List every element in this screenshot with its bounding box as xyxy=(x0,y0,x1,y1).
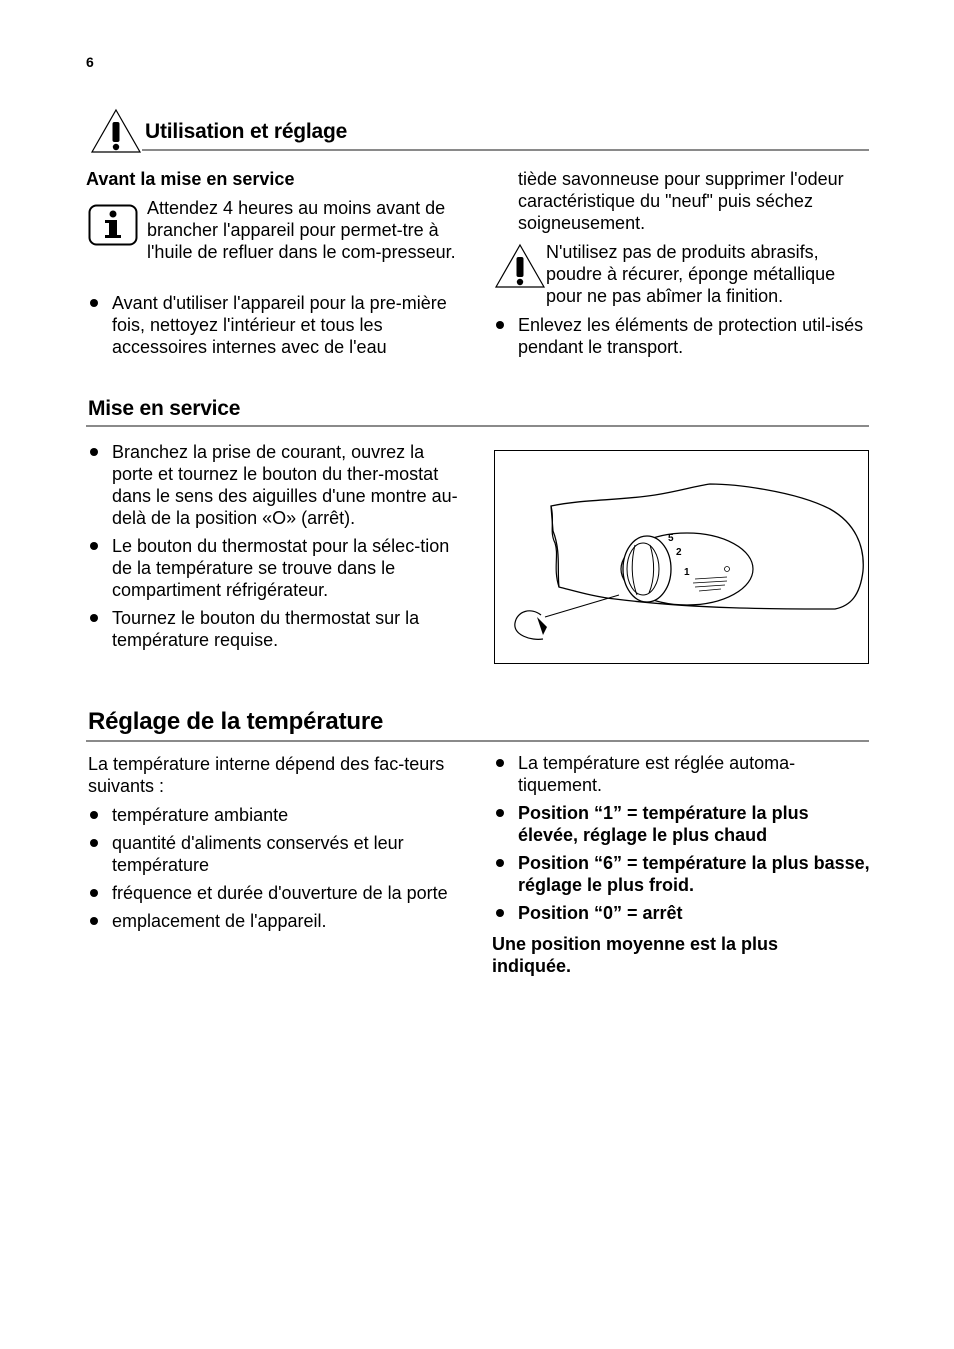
list-item: La température est réglée automa-tiquement. xyxy=(492,752,872,796)
section-rule xyxy=(142,149,869,151)
section-title-utilisation: Utilisation et réglage xyxy=(145,120,348,143)
bullet-list-factors xyxy=(86,804,466,938)
warning-note: N'utilisez pas de produits abrasifs, poudre à récurer, éponge métallique pour ne pas abîmer la finition. xyxy=(546,242,836,306)
intro-factors: La température interne dépend des fac-teurs suivants : xyxy=(88,754,445,796)
list-item: Enlevez les éléments de protection util-isés pendant le transport. xyxy=(492,314,872,358)
bullet-list-clean xyxy=(86,292,466,364)
info-note: Attendez 4 heures au moins avant de brancher l'appareil pour permet-tre à l'huile de refluer dans le com-presseur. xyxy=(147,198,456,262)
list-item: fréquence et durée d'ouverture de la porte xyxy=(86,882,466,904)
list-item: emplacement de l'appareil. xyxy=(86,910,466,932)
bullet-list-positions xyxy=(492,752,872,930)
list-item: Avant d'utiliser l'appareil pour la pre-mière fois, nettoyez l'intérieur et tous les accessoires internes avec de l'eau xyxy=(86,292,466,358)
bullet-list-mise-en-service xyxy=(86,441,466,657)
warning-icon xyxy=(494,243,546,289)
page-number: 6 xyxy=(86,54,94,70)
clean-continuation: tiède savonneuse pour supprimer l'odeur caractéristique du "neuf" puis séchez soigneusement. xyxy=(518,169,844,233)
thermostat-figure xyxy=(494,450,869,664)
list-item: Branchez la prise de courant, ouvrez la porte et tournez le bouton du ther-mostat dans le sens des aiguilles d'une montre au-delà de la position «O» (arrêt). xyxy=(86,441,466,529)
info-icon xyxy=(88,204,138,246)
section-title-mise-en-service: Mise en service xyxy=(88,397,241,420)
dial-label: 1 xyxy=(684,567,690,578)
list-item: Position “0” = arrêt xyxy=(492,902,872,924)
section-rule xyxy=(86,425,869,427)
thermostat-illustration xyxy=(495,451,868,663)
section-rule xyxy=(86,740,869,742)
subheading-avant: Avant la mise en service xyxy=(86,169,295,189)
list-item: Position “1” = température la plus élevée, réglage le plus chaud xyxy=(492,802,872,846)
dial-label: 2 xyxy=(676,547,682,558)
list-item: quantité d'aliments conservés et leur température xyxy=(86,832,466,876)
list-item: Position “6” = température la plus basse, réglage le plus froid. xyxy=(492,852,872,896)
section-title-reglage: Réglage de la température xyxy=(88,708,384,735)
dial-label: 5 xyxy=(668,533,674,544)
conclusion: Une position moyenne est la plus indiquée. xyxy=(492,934,779,976)
bullet-list-protection xyxy=(492,314,872,364)
list-item: Tournez le bouton du thermostat sur la température requise. xyxy=(86,607,466,651)
warning-icon xyxy=(90,108,142,154)
list-item: Le bouton du thermostat pour la sélec-tion de la température se trouve dans le compartiment réfrigérateur. xyxy=(86,535,466,601)
list-item: température ambiante xyxy=(86,804,466,826)
